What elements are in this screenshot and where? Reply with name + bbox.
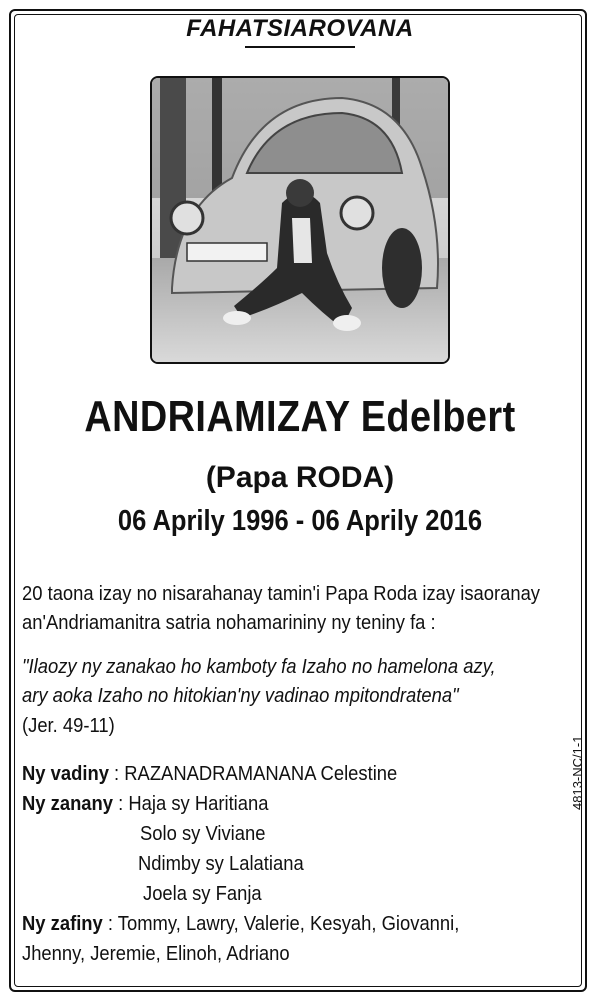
children-line — [22, 793, 268, 816]
child-entry: Joela sy Fanja — [143, 883, 262, 905]
deceased-name: ANDRIAMIZAY Edelbert — [84, 392, 516, 441]
child-entry: Ndimby sy Lalatiana — [138, 853, 304, 875]
scripture-reference: (Jer. 49-11) — [22, 715, 115, 737]
grandchildren-names: : Tommy, Lawry, Valerie, Kesyah, Giovanni, — [102, 913, 460, 935]
spouse-label: Ny vadiny — [22, 763, 109, 785]
children-label: Ny zanany — [22, 793, 114, 815]
child-entry: Haja sy Haritiana — [128, 793, 269, 815]
memorial-dates: 06 Aprily 1996 - 06 Aprily 2016 — [117, 505, 483, 537]
spouse-line — [22, 763, 397, 786]
grandchildren-names: Jhenny, Jeremie, Elinoh, Adriano — [22, 943, 290, 965]
spouse-name: : RAZANADRAMANANA Celestine — [108, 763, 398, 785]
quote-line: "Ilaozy ny zanakao ho kamboty fa Izaho no hamelona azy, — [22, 656, 496, 678]
intro-paragraph — [22, 580, 542, 638]
car-portrait-photo-icon — [152, 78, 448, 362]
nickname: (Papa RODA) — [205, 461, 395, 494]
title-underline — [245, 46, 355, 48]
grandchildren-line — [22, 913, 459, 936]
ad-reference-code: 4813-NC/1-1 — [570, 735, 585, 810]
children-separator: : — [113, 793, 129, 815]
grandchildren-label: Ny zafiny — [22, 913, 103, 935]
intro-line: 20 taona izay no nisarahanay tamin'i Papa Roda izay isaoranay — [22, 583, 541, 605]
quote-line: ary aoka Izaho no hitokian'ny vadinao mpitondratena" — [22, 685, 459, 707]
portrait-photo — [150, 76, 450, 364]
intro-line: an'Andriamanitra satria nohamarininy ny teniny fa : — [22, 612, 436, 634]
child-entry: Solo sy Viviane — [140, 823, 266, 845]
page-title: FAHATSIAROVANA — [186, 15, 414, 42]
scripture-quote — [22, 653, 542, 711]
